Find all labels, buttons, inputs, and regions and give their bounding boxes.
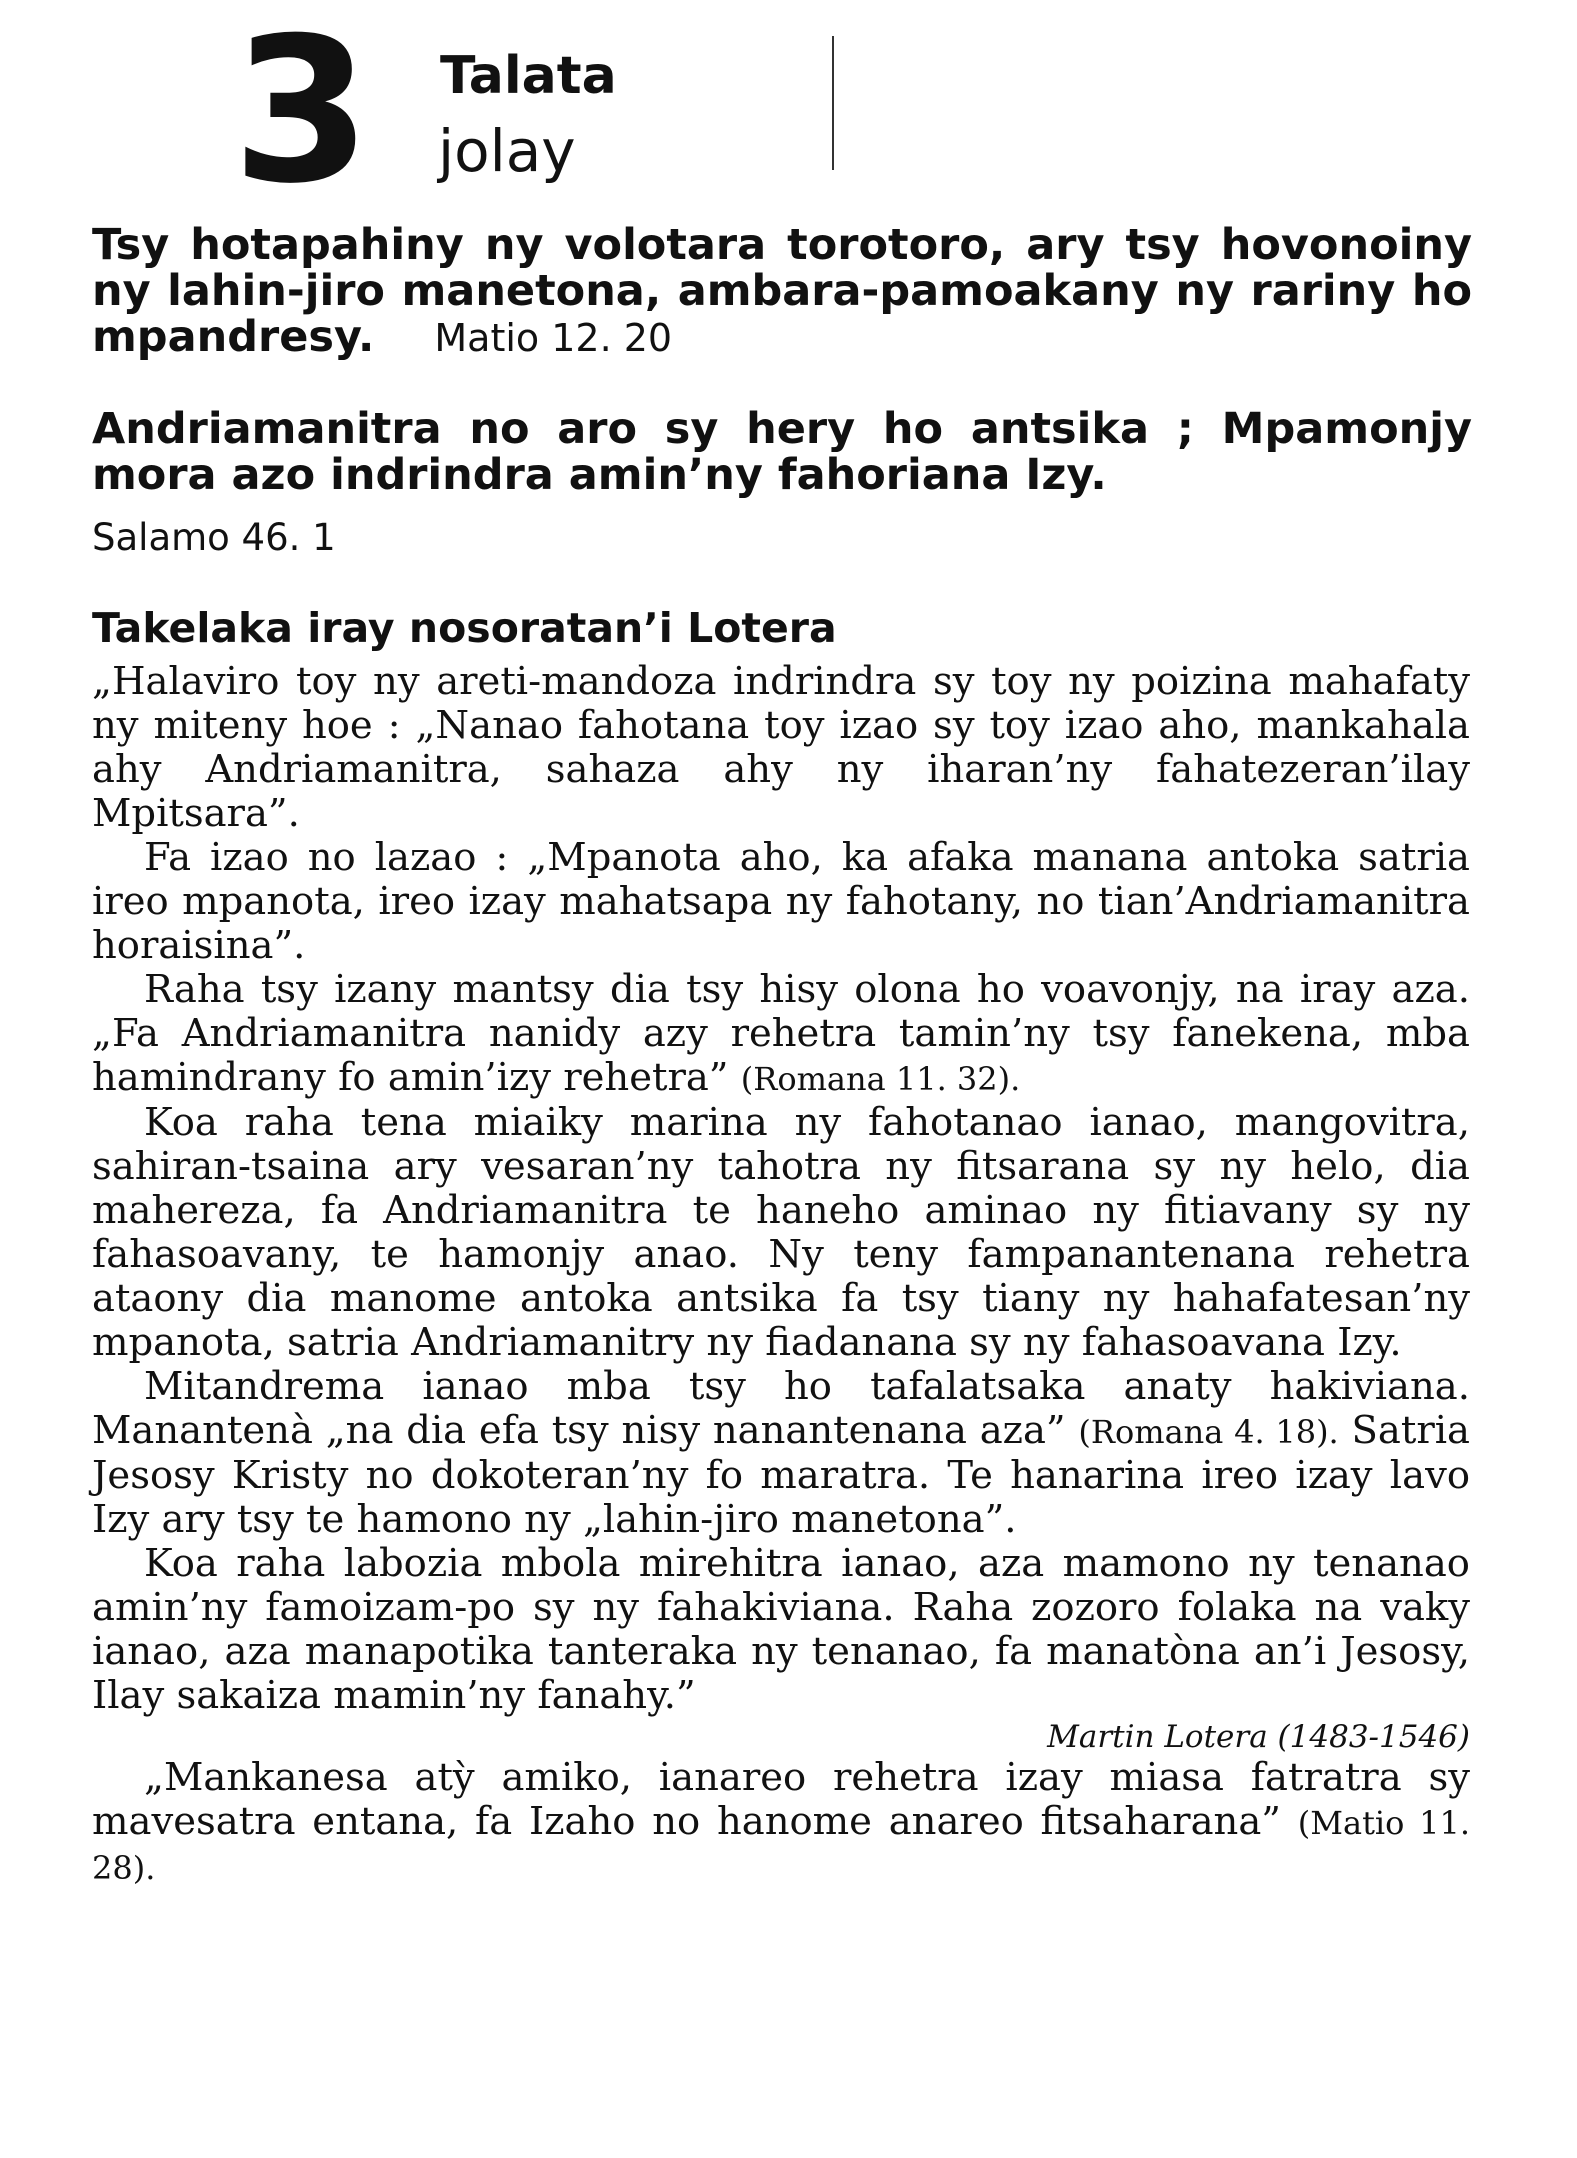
reading-paragraph [92, 1365, 1470, 1542]
paragraph-text: „Mankanesa atỳ amiko, ianareo rehetra izay miasa fatratra sy mavesatra entana, fa Izaho no hanome anareo fitsaharana” [92, 1755, 1470, 1844]
day-number: 3 [232, 0, 368, 228]
verse-reference: Salamo 46. 1 [92, 516, 336, 559]
weekday-label: Talata [440, 46, 617, 106]
reading-paragraph [92, 1756, 1470, 1890]
verse-reference: Matio 12. 20 [434, 316, 673, 360]
paragraph-text: Raha tsy izany mantsy dia tsy hisy olona ho voavonjy, na iray aza. „Fa Andriamanitra nanidy azy rehetra tamin’ny tsy fanekena, mba hamindrany fo amin’izy rehetra” [92, 967, 1470, 1100]
verse-text: Tsy hotapahiny ny volotara torotoro, ary tsy hovonoiny ny lahin-jiro manetona, ambara-pamoakany ny rariny ho mpandresy. [92, 220, 1472, 362]
reading-paragraph [92, 968, 1470, 1101]
scripture-reference: (Romana 11. 32). [740, 1060, 1021, 1098]
verse-text: Andriamanitra no aro sy hery ho antsika ; Mpamonjy mora azo indrindra amin’ny fahoriana Izy. [92, 404, 1472, 500]
header-divider [832, 36, 834, 170]
verse-new-testament [92, 222, 1472, 361]
reading-paragraph: Fa izao no lazao : „Mpanota aho, ka afaka manana antoka satria ireo mpanota, ireo izay mahatsapa ny fahotany, no tian’Andriamanitra horaisina”. [92, 835, 1470, 968]
reading-heading: Takelaka iray nosoratan’i Lotera [92, 604, 837, 652]
reading-paragraph: Koa raha tena miaiky marina ny fahotanao ianao, mangovitra, sahiran-tsaina ary vesaran’ny tahotra ny fitsarana sy ny helo, dia mahereza, fa Andriamanitra te haneho aminao ny fitiavany sy ny fahasoavany, te hamonjy anao. Ny teny fampanantenana rehetra ataony dia manome antoka antsika fa tsy tiany ny hahafatesan’ny mpanota, satria Andriamanitry ny fiadanana sy ny fahasoavana Izy. [92, 1100, 1470, 1365]
scripture-reference: (Romana 4. 18). [1078, 1413, 1339, 1451]
reading-body [92, 660, 1470, 1890]
paragraph-text: Mitandrema ianao mba tsy ho tafalatsaka anaty hakiviana. Manantenà „na dia efa tsy nisy nanantenana aza” [92, 1364, 1470, 1453]
reading-paragraph: „Halaviro toy ny areti-mandoza indrindra sy toy ny poizina mahafaty ny miteny hoe : „Nanao fahotana toy izao sy toy izao aho, mankahala ahy Andriamanitra, sahaza ahy ny iharan’ny fahatezeran’ilay Mpitsara”. [92, 659, 1470, 836]
month-label: jolay [438, 117, 576, 185]
scripture-reference: (Matio 11. 28). [92, 1804, 1471, 1887]
paragraph-text: Satria Jesosy Kristy no dokoteran’ny fo maratra. Te hanarina ireo izay lavo Izy ary tsy te hamono ny „lahin-jiro manetona”. [92, 1408, 1470, 1542]
author-attribution: Martin Lotera (1483-1546) [1047, 1719, 1470, 1755]
verse-old-testament [92, 406, 1472, 498]
reading-paragraph: Koa raha labozia mbola mirehitra ianao, aza mamono ny tenanao amin’ny famoizam-po sy ny fahakiviana. Raha zozoro folaka na vaky ianao, aza manapotika tanteraka ny tenanao, fa manatòna an’i Jesosy, Ilay sakaiza mamin’ny fanahy.” [92, 1541, 1470, 1718]
